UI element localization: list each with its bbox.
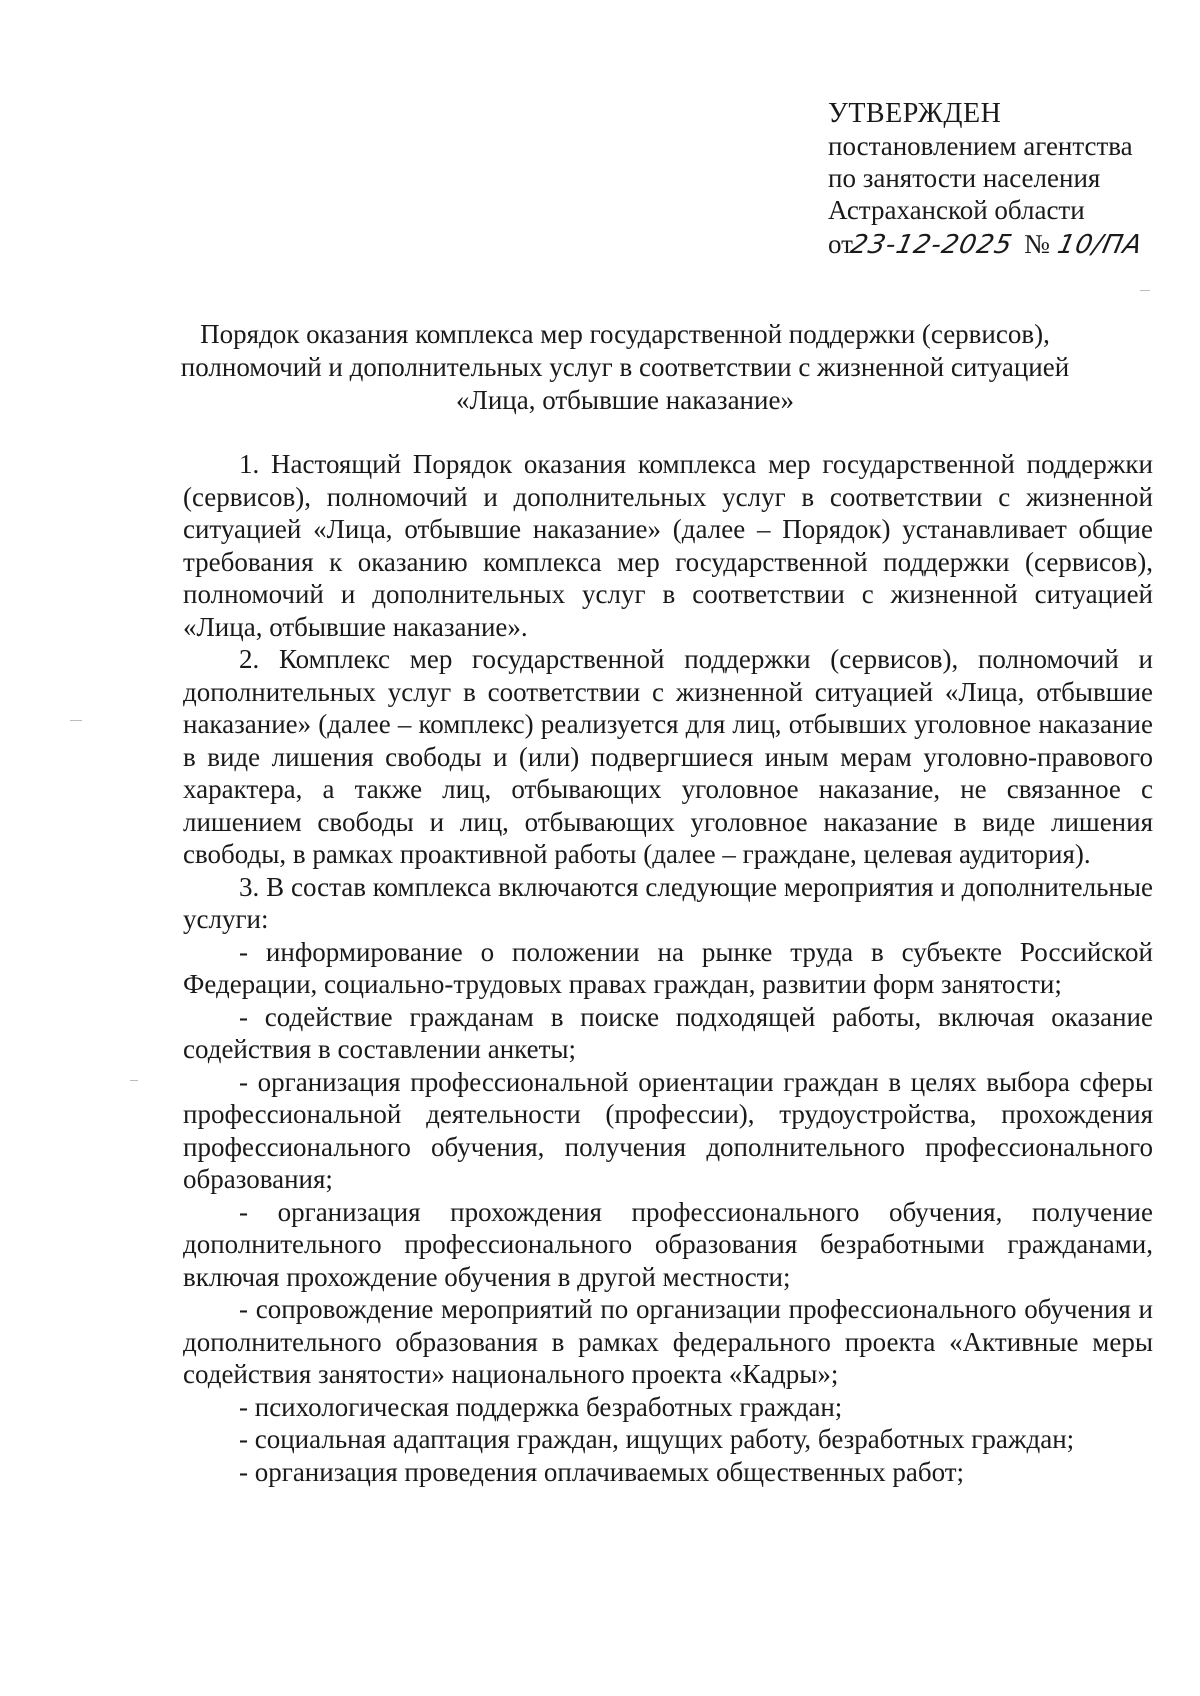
paragraph-1: 1. Настоящий Порядок оказания комплекса мер государственной поддержки (сервисов), полномочий и дополнительных услуг в соответствии с жизненной ситуацией «Лица, отбывшие наказание» (далее – Порядок) устанавливает общие требования к оказанию комплекса мер государственной поддержки (сервисов), полномочий и дополнительных услуг в соответствии с жизненной ситуацией «Лица, отбывшие наказание». xyxy=(183,449,1153,642)
approval-line-3: Астраханской области xyxy=(828,195,1085,225)
approval-line-2: по занятости населения xyxy=(828,163,1101,193)
list-item: - сопровождение мероприятий по организации профессионального обучения и дополнительного образования в рамках федерального проекта «Активные меры содействия занятости» национального проекта «Кадры»; xyxy=(183,1294,1153,1389)
approval-date-number-line xyxy=(828,228,1168,261)
paragraph-3: 3. В состав комплекса включаются следующие мероприятия и дополнительные услуги: xyxy=(183,871,1153,934)
approval-line-1: постановлением агентства xyxy=(828,131,1133,161)
title-line-2: полномочий и дополнительных услуг в соответствии с жизненной ситуацией xyxy=(180,352,1070,382)
list-item: - социальная адаптация граждан, ищущих работу, безработных граждан; xyxy=(239,1424,1075,1454)
list-item: - информирование о положении на рынке труда в субъекте Российской Федерации, социально-трудовых правах граждан, развитии форм занятости; xyxy=(183,936,1153,999)
title-line-1: Порядок оказания комплекса мер государственной поддержки (сервисов), xyxy=(200,319,1050,349)
approval-block xyxy=(828,98,1168,261)
scan-speck xyxy=(70,720,82,721)
title-line-3: «Лица, отбывшие наказание» xyxy=(456,385,794,415)
approval-heading: УТВЕРЖДЕН xyxy=(828,98,1002,129)
handwritten-number: 10/ПА xyxy=(1054,230,1146,260)
list-item: - организация профессиональной ориентации граждан в целях выбора сферы профессиональной деятельности (профессии), трудоустройства, прохождения профессионального обучения, получения дополнительного профессионального образования; xyxy=(183,1066,1153,1194)
date-prefix: от xyxy=(828,229,853,259)
list-item: - организация проведения оплачиваемых общественных работ; xyxy=(239,1456,965,1487)
list-item: - содействие гражданам в поиске подходящей работы, включая оказание содействия в составлении анкеты; xyxy=(183,1001,1153,1064)
scan-speck xyxy=(1140,290,1150,291)
scan-speck xyxy=(130,1080,138,1081)
list-item: - психологическая поддержка безработных граждан; xyxy=(239,1391,843,1422)
handwritten-date: 23-12-2025 xyxy=(847,230,1016,260)
document-title xyxy=(180,318,1070,417)
paragraph-2: 2. Комплекс мер государственной поддержки (сервисов), полномочий и дополнительных услуг в соответствии с жизненной ситуацией «Лица, отбывшие наказание» (далее – комплекс) реализуется для лиц, отбывших уголовное наказание в виде лишения свободы и (или) подвергшиеся иным мерам уголовно-правового характера, а также лиц, отбывающих уголовное наказание, не связанное с лишением свободы и лиц, отбывающих уголовное наказание в виде лишения свободы, в рамках проактивной работы (далее – граждане, целевая аудитория). xyxy=(183,644,1153,869)
document-body xyxy=(183,448,1153,1488)
list-item: - организация прохождения профессионального обучения, получение дополнительного профессионального образования безработными гражданами, включая прохождение обучения в другой местности; xyxy=(183,1196,1153,1292)
number-sign: № xyxy=(1024,229,1050,259)
